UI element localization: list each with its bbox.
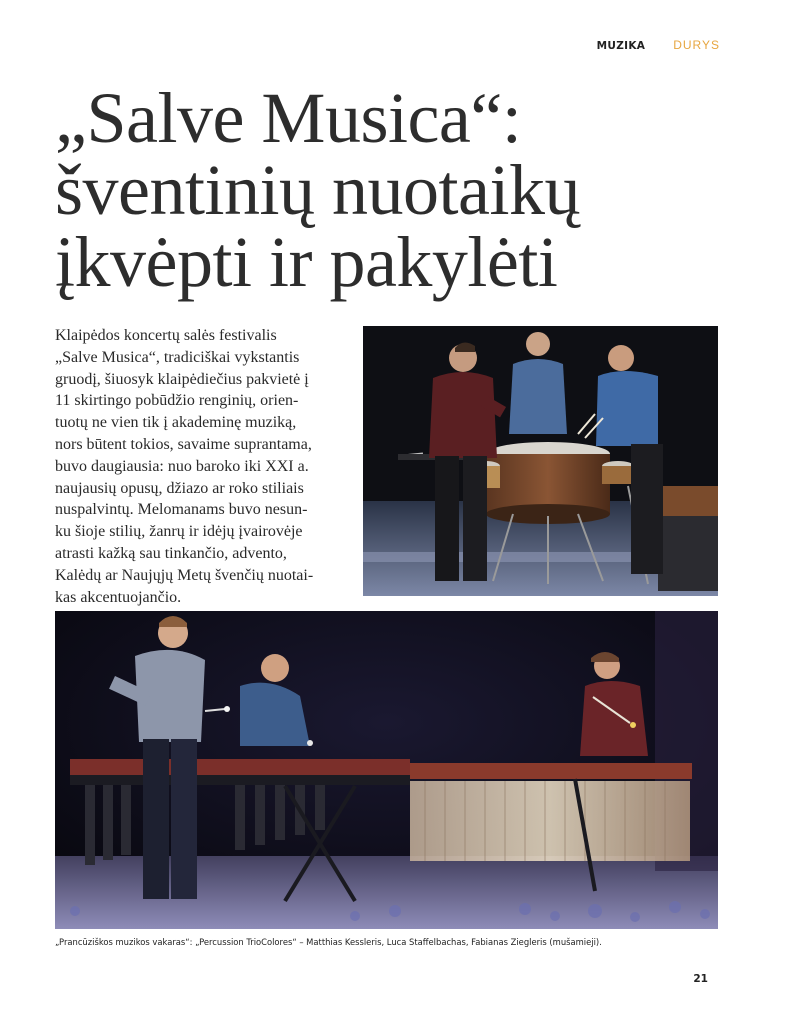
photo-caption: „Prancūziškos muzikos vakaras“: „Percussion TrioColores“ – Matthias Kessleris, Luca Staffelbachas, Fabianas Ziegleris (mušamieji). [55, 937, 602, 947]
photo-drum-trio [363, 326, 718, 596]
title-line: „Salve Musica“: [55, 78, 522, 158]
title-line: šventinių nuotaikų [55, 150, 580, 230]
photo-marimba-trio [55, 611, 718, 929]
lead-line: nuspalvintų. Melomanams buvo nesun- [55, 501, 308, 519]
lead-line: naujausių opusų, džiazo ar roko stiliais [55, 479, 304, 497]
photo-drum-trio-illustration [363, 326, 718, 596]
lead-line: gruodį, šiuosyk klaipėdiečius pakvietė į [55, 370, 309, 388]
article-title [55, 78, 755, 302]
lead-line: nors būtent tokios, savaime suprantama, [55, 435, 312, 453]
lead-line: ku šioje stilių, žanrų ir idėjų įvairovėje [55, 523, 303, 541]
lead-line: Klaipėdos koncertų salės festivalis [55, 327, 277, 344]
title-line: įkvėpti ir pakylėti [55, 222, 558, 302]
page-header [597, 38, 720, 52]
section-label: MUZIKA [596, 40, 646, 52]
magazine-name: DURYS [673, 38, 720, 52]
lead-line: buvo daugiausia: nuo baroko iki XXI a. [55, 457, 309, 475]
page-number: 21 [693, 973, 708, 985]
lead-line: atrasti kažką sau tinkančio, advento, [55, 544, 287, 562]
photo-marimba-trio-illustration [55, 611, 718, 929]
lead-line: Kalėdų ar Naujųjų Metų švenčių nuotai- [55, 566, 314, 584]
lead-line: tuotų ne vien tik į akademinę muziką, [55, 414, 297, 432]
lead-line: 11 skirtingo pobūdžio renginių, orien- [55, 392, 299, 410]
lead-line: „Salve Musica“, tradiciškai vykstantis [55, 348, 300, 366]
lead-paragraph [55, 325, 355, 630]
lead-line-text: kas akcentuojančio. [55, 588, 182, 606]
